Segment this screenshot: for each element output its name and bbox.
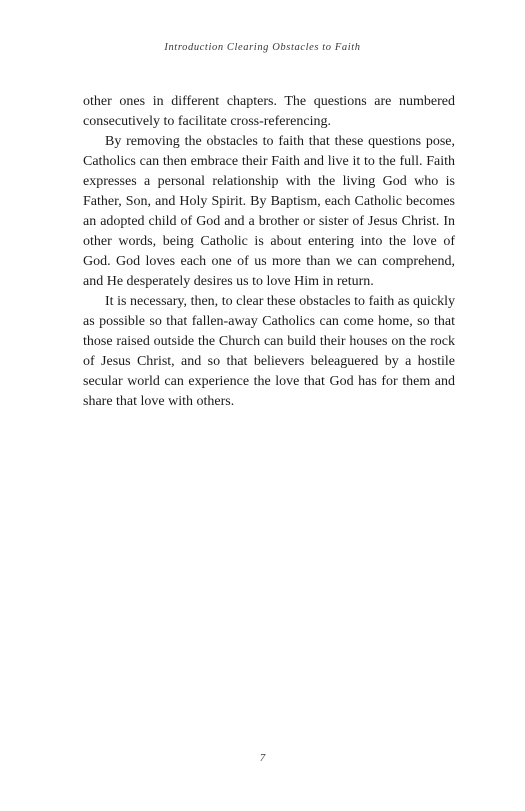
page-number: 7 xyxy=(259,752,266,764)
paragraph-continuation: other ones in different chapters. The questions are numbered consecutively to facilitate cross-referencing. xyxy=(83,94,455,129)
paragraph: It is necessary, then, to clear these obstacles to faith as quickly as possible so that fallen-away Catholics can come home, so that those raised outside the Church can build their houses on the rock of Jesus Christ, and so that believers beleaguered by a hostile secular world can experience the love that God has for them and share that love with others. xyxy=(83,294,455,409)
paragraph: By removing the obstacles to faith that these questions pose, Catholics can then embrace their Faith and live it to the full. Faith expresses a personal relationship with the living God who is Father, Son, and Holy Spirit. By Baptism, each Catholic becomes an adopted child of God and a brother or sister of Jesus Christ. In other words, being Catholic is about entering into the love of God. God loves each one of us more than we can comprehend, and He desperately desires us to love Him in return. xyxy=(83,134,455,289)
body-text xyxy=(83,92,455,412)
running-head: Introduction Clearing Obstacles to Faith xyxy=(164,42,361,53)
